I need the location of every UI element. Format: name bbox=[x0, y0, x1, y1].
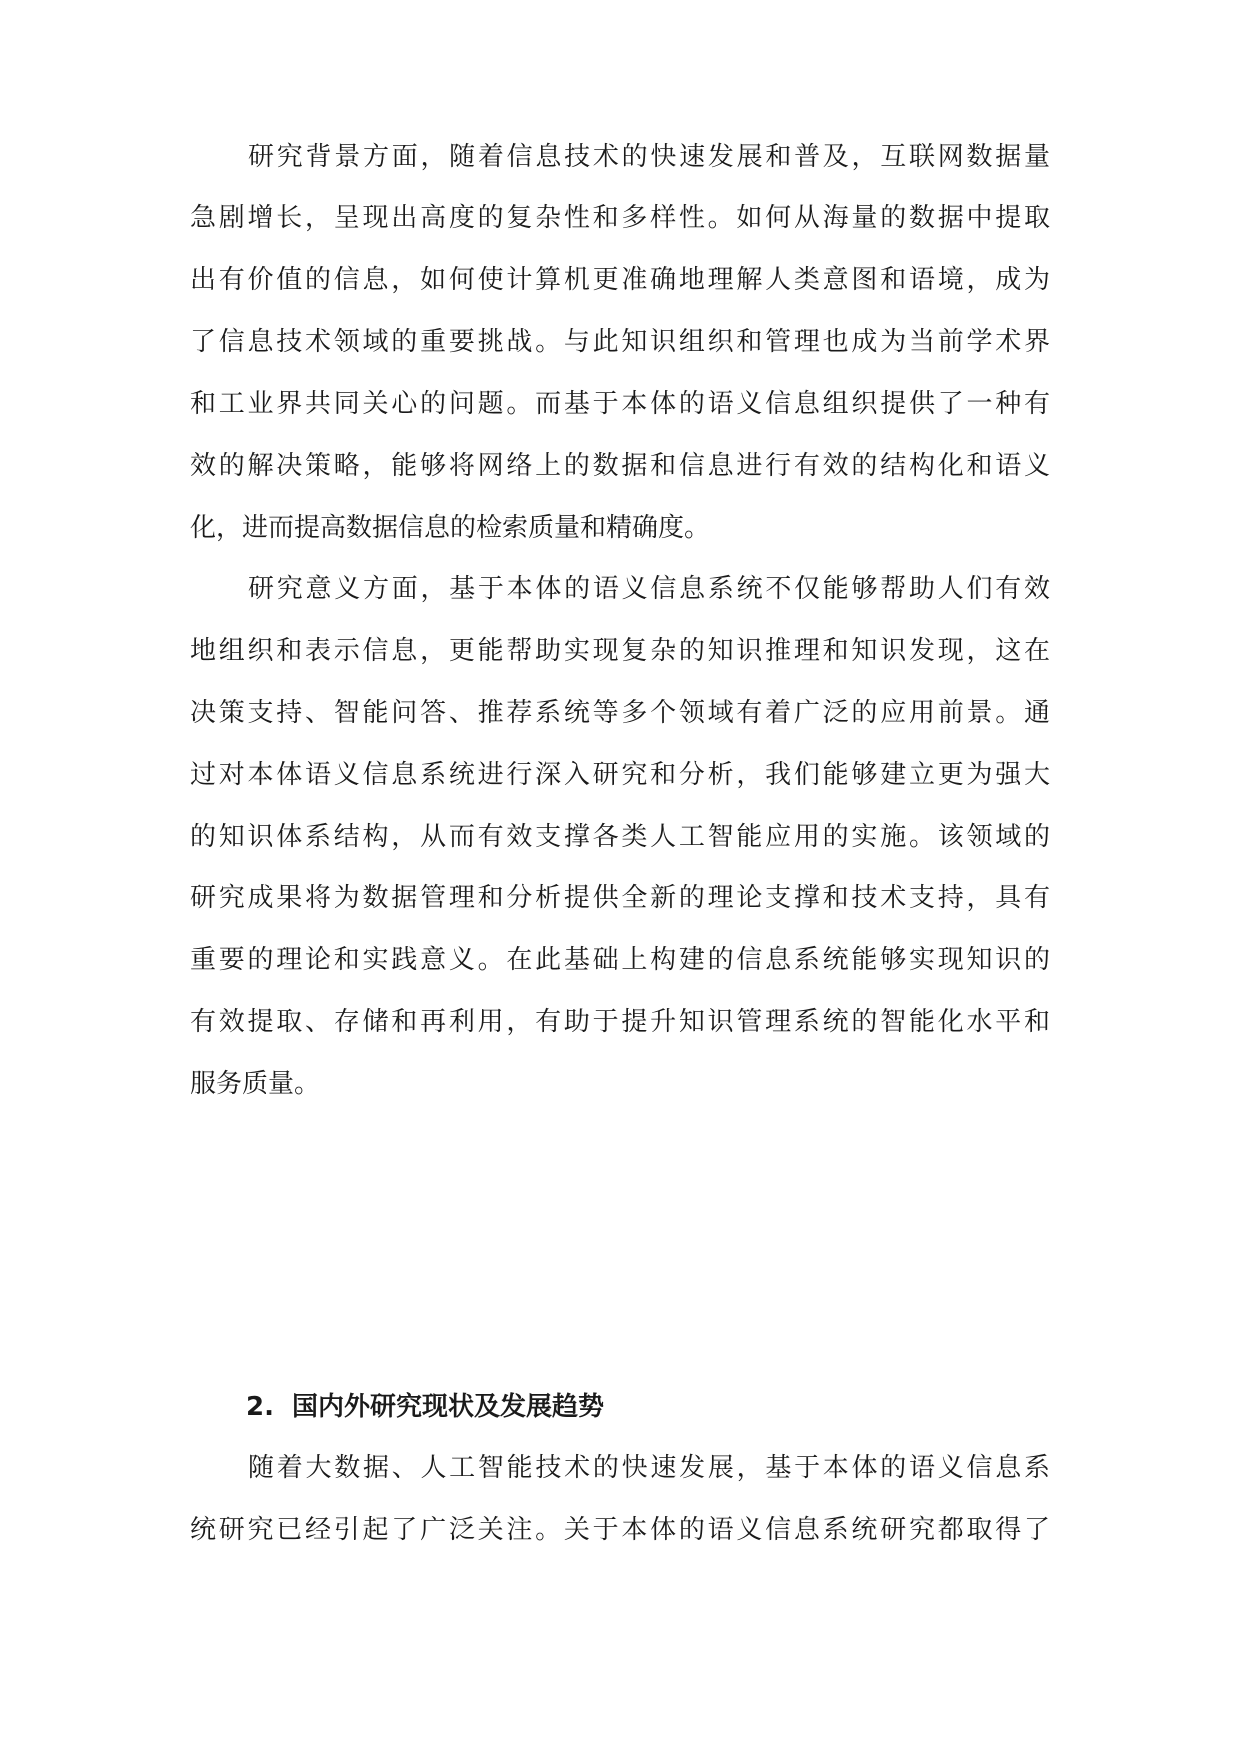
text-line: 急剧增长，呈现出高度的复杂性和多样性。如何从海量的数据中提取 bbox=[190, 203, 1050, 233]
text-line: 化，进而提高数据信息的检索质量和精确度。 bbox=[190, 513, 711, 543]
text-line: 了信息技术领域的重要挑战。与此知识组织和管理也成为当前学术界 bbox=[190, 327, 1050, 357]
text-line: 重要的理论和实践意义。在此基础上构建的信息系统能够实现知识的 bbox=[190, 945, 1050, 975]
text-line: 统研究已经引起了广泛关注。关于本体的语义信息系统研究都取得了 bbox=[190, 1515, 1050, 1545]
text-line: 效的解决策略，能够将网络上的数据和信息进行有效的结构化和语义 bbox=[190, 451, 1050, 481]
section-number: 2. bbox=[246, 1392, 274, 1422]
text-line: 过对本体语义信息系统进行深入研究和分析，我们能够建立更为强大 bbox=[190, 760, 1050, 790]
text-line: 地组织和表示信息，更能帮助实现复杂的知识推理和知识发现，这在 bbox=[190, 636, 1050, 666]
text-line: 服务质量。 bbox=[190, 1069, 321, 1099]
text-line: 的知识体系结构，从而有效支撑各类人工智能应用的实施。该领域的 bbox=[190, 822, 1050, 852]
text-line: 研究背景方面，随着信息技术的快速发展和普及，互联网数据量 bbox=[248, 142, 1050, 172]
text-line: 研究成果将为数据管理和分析提供全新的理论支撑和技术支持，具有 bbox=[190, 883, 1050, 913]
section-heading bbox=[246, 1387, 604, 1427]
section-title: 国内外研究现状及发展趋势 bbox=[292, 1392, 605, 1422]
text-line: 研究意义方面，基于本体的语义信息系统不仅能够帮助人们有效 bbox=[248, 574, 1050, 604]
text-line: 决策支持、智能问答、推荐系统等多个领域有着广泛的应用前景。通 bbox=[190, 698, 1050, 728]
text-line: 和工业界共同关心的问题。而基于本体的语义信息组织提供了一种有 bbox=[190, 389, 1050, 419]
text-line: 随着大数据、人工智能技术的快速发展，基于本体的语义信息系 bbox=[248, 1453, 1050, 1483]
text-line: 有效提取、存储和再利用，有助于提升知识管理系统的智能化水平和 bbox=[190, 1007, 1050, 1037]
text-line: 出有价值的信息，如何使计算机更准确地理解人类意图和语境，成为 bbox=[190, 265, 1050, 295]
